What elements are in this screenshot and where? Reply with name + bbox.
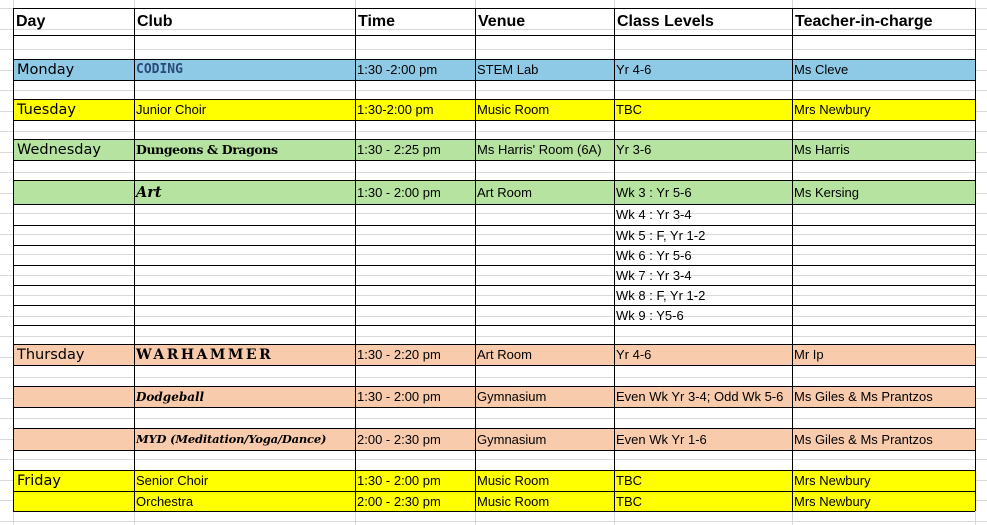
gridline-horizontal xyxy=(0,336,987,337)
cell-border-vertical xyxy=(614,8,615,511)
cell-teacher[interactable]: Mr Ip xyxy=(794,347,824,362)
gridline-horizontal xyxy=(0,418,987,419)
cell-class-levels[interactable]: Yr 3-6 xyxy=(616,142,652,157)
cell-border-vertical xyxy=(134,8,135,511)
cell-venue[interactable]: Art Room xyxy=(477,347,532,362)
cell-border-horizontal xyxy=(13,35,975,36)
cell-border-horizontal xyxy=(13,407,975,408)
cell-class-levels[interactable]: Wk 4 : Yr 3-4 xyxy=(616,207,692,222)
cell-club[interactable]: Orchestra xyxy=(136,493,194,509)
cell-border-horizontal xyxy=(13,491,975,492)
cell-border-horizontal xyxy=(13,470,975,471)
gridline-horizontal xyxy=(0,377,987,378)
cell-club[interactable]: WARHAMMER xyxy=(136,346,274,363)
cell-border-vertical xyxy=(355,8,356,511)
cell-class-levels[interactable]: TBC xyxy=(616,473,642,488)
cell-time[interactable]: 1:30 -2:00 pm xyxy=(357,62,438,77)
cell-time[interactable]: 1:30 - 2:25 pm xyxy=(357,142,441,157)
column-header-teacher[interactable]: Teacher-in-charge xyxy=(795,12,933,30)
cell-teacher[interactable]: Ms Cleve xyxy=(794,62,849,77)
cell-venue[interactable]: Music Room xyxy=(477,102,550,117)
cell-teacher[interactable] xyxy=(792,285,975,305)
gridline-horizontal xyxy=(0,172,987,173)
column-header-venue[interactable]: Venue xyxy=(478,12,526,30)
cell-time[interactable]: 2:00 - 2:30 pm xyxy=(357,431,441,447)
cell-time[interactable]: 1:30 - 2:20 pm xyxy=(357,347,441,362)
cell-border-horizontal xyxy=(13,160,975,161)
cell-venue[interactable]: Art Room xyxy=(477,184,532,200)
cell-venue[interactable]: Music Room xyxy=(477,493,550,509)
column-header-class-levels[interactable]: Class Levels xyxy=(617,12,714,30)
cell-border-horizontal xyxy=(13,325,975,326)
cell-border-horizontal xyxy=(13,386,975,387)
cell-class-levels[interactable]: TBC xyxy=(616,102,642,117)
cell-club[interactable]: Dodgeball xyxy=(136,389,205,404)
gridline-horizontal xyxy=(0,459,987,460)
cell-border-horizontal xyxy=(13,511,975,512)
cell-club[interactable] xyxy=(134,305,355,325)
cell-day[interactable] xyxy=(13,428,134,450)
cell-class-levels[interactable]: Wk 3 : Yr 5-6 xyxy=(616,184,692,200)
column-header-time[interactable]: Time xyxy=(358,12,396,30)
cell-day[interactable] xyxy=(13,285,134,305)
cell-day[interactable]: Monday xyxy=(17,61,75,78)
cell-day[interactable] xyxy=(13,225,134,245)
cell-day[interactable]: Friday xyxy=(17,472,61,489)
cell-class-levels[interactable]: Even Wk Yr 1-6 xyxy=(616,431,707,447)
cell-club[interactable] xyxy=(134,285,355,305)
cell-time[interactable] xyxy=(355,245,475,265)
cell-teacher[interactable]: Mrs Newbury xyxy=(794,473,871,488)
cell-time[interactable] xyxy=(355,305,475,325)
cell-teacher[interactable]: Ms Harris xyxy=(794,142,850,157)
cell-border-horizontal xyxy=(13,120,975,121)
cell-day[interactable] xyxy=(13,491,134,511)
cell-border-horizontal xyxy=(13,344,975,345)
cell-border-horizontal xyxy=(13,59,975,60)
cell-class-levels[interactable]: Yr 4-6 xyxy=(616,62,652,77)
cell-class-levels[interactable]: Wk 9 : Y5-6 xyxy=(616,307,684,323)
cell-teacher[interactable] xyxy=(792,305,975,325)
cell-time[interactable]: 1:30 - 2:00 pm xyxy=(357,389,441,404)
cell-border-vertical xyxy=(13,8,14,511)
cell-day[interactable] xyxy=(13,204,134,225)
cell-day[interactable] xyxy=(13,180,134,204)
cell-venue[interactable]: Ms Harris' Room (6A) xyxy=(477,142,602,157)
cell-border-horizontal xyxy=(13,428,975,429)
cell-club[interactable] xyxy=(134,225,355,245)
cell-border-horizontal xyxy=(13,180,975,181)
cell-teacher[interactable]: Mrs Newbury xyxy=(794,102,871,117)
cell-day[interactable] xyxy=(13,265,134,285)
cell-time[interactable]: 1:30 - 2:00 pm xyxy=(357,184,441,200)
cell-day[interactable] xyxy=(13,305,134,325)
cell-club[interactable]: CODING xyxy=(136,62,183,77)
cell-venue[interactable] xyxy=(475,285,614,305)
cell-time[interactable] xyxy=(355,265,475,285)
cell-time[interactable]: 1:30-2:00 pm xyxy=(357,102,434,117)
column-header-day[interactable]: Day xyxy=(16,12,46,30)
cell-teacher[interactable] xyxy=(792,245,975,265)
cell-venue[interactable] xyxy=(475,265,614,285)
cell-class-levels[interactable]: Wk 7 : Yr 3-4 xyxy=(616,267,692,283)
column-header-club[interactable]: Club xyxy=(137,12,173,30)
gridline-horizontal xyxy=(0,49,987,50)
cell-border-horizontal xyxy=(13,265,975,266)
cell-class-levels[interactable]: Wk 6 : Yr 5-6 xyxy=(616,247,692,263)
cell-border-horizontal xyxy=(13,139,975,140)
cell-border-horizontal xyxy=(13,450,975,451)
cell-venue[interactable] xyxy=(475,204,614,225)
cell-club[interactable]: Art xyxy=(136,183,162,201)
cell-club[interactable] xyxy=(134,265,355,285)
cell-day[interactable]: Thursday xyxy=(17,346,85,363)
cell-teacher[interactable]: Ms Giles & Ms Prantzos xyxy=(794,389,933,404)
cell-teacher[interactable] xyxy=(792,265,975,285)
cell-border-vertical xyxy=(975,8,976,511)
cell-border-horizontal xyxy=(13,245,975,246)
cell-venue[interactable]: STEM Lab xyxy=(477,62,539,77)
cell-class-levels[interactable]: Wk 5 : F, Yr 1-2 xyxy=(616,227,706,243)
cell-class-levels[interactable]: Wk 8 : F, Yr 1-2 xyxy=(616,287,706,303)
cell-border-horizontal xyxy=(13,8,975,9)
cell-teacher[interactable]: Ms Giles & Ms Prantzos xyxy=(794,431,933,447)
cell-teacher[interactable] xyxy=(792,204,975,225)
cell-border-vertical xyxy=(475,8,476,511)
cell-class-levels[interactable]: TBC xyxy=(616,493,642,509)
cell-day[interactable] xyxy=(13,245,134,265)
cell-club[interactable] xyxy=(134,204,355,225)
cell-venue[interactable]: Music Room xyxy=(477,473,550,488)
cell-club[interactable]: Dungeons & Dragons xyxy=(136,142,278,157)
cell-venue[interactable] xyxy=(475,225,614,245)
cell-time[interactable] xyxy=(355,225,475,245)
cell-day[interactable] xyxy=(13,386,134,407)
cell-venue[interactable] xyxy=(475,245,614,265)
cell-class-levels[interactable]: Yr 4-6 xyxy=(616,347,652,362)
gridline-horizontal xyxy=(0,131,987,132)
gridline-horizontal xyxy=(0,90,987,91)
cell-border-horizontal xyxy=(13,204,975,205)
cell-border-horizontal xyxy=(13,365,975,366)
cell-teacher[interactable]: Ms Kersing xyxy=(794,184,860,200)
cell-border-horizontal xyxy=(13,225,975,226)
cell-border-horizontal xyxy=(13,305,975,306)
cell-border-horizontal xyxy=(13,285,975,286)
cell-club[interactable]: MYD (Meditation/Yoga/Dance) xyxy=(136,432,327,446)
cell-club[interactable] xyxy=(134,245,355,265)
cell-border-vertical xyxy=(792,8,793,511)
cell-day[interactable]: Wednesday xyxy=(17,141,101,158)
cell-border-horizontal xyxy=(13,80,975,81)
cell-venue[interactable] xyxy=(475,305,614,325)
cell-time[interactable] xyxy=(355,285,475,305)
cell-club[interactable]: Senior Choir xyxy=(136,473,209,488)
cell-teacher[interactable] xyxy=(792,225,975,245)
cell-border-horizontal xyxy=(13,99,975,100)
cell-class-levels[interactable]: Even Wk Yr 3-4; Odd Wk 5-6 xyxy=(616,389,784,404)
cell-venue[interactable]: Gymnasium xyxy=(477,389,547,404)
cell-club[interactable]: Junior Choir xyxy=(136,102,207,117)
cell-venue[interactable]: Gymnasium xyxy=(477,431,547,447)
cell-time[interactable]: 2:00 - 2:30 pm xyxy=(357,493,441,509)
gridline-horizontal xyxy=(0,521,987,522)
cell-teacher[interactable]: Mrs Newbury xyxy=(794,493,871,509)
cell-day[interactable]: Tuesday xyxy=(17,101,76,118)
cell-time[interactable] xyxy=(355,204,475,225)
cell-time[interactable]: 1:30 - 2:00 pm xyxy=(357,473,441,488)
